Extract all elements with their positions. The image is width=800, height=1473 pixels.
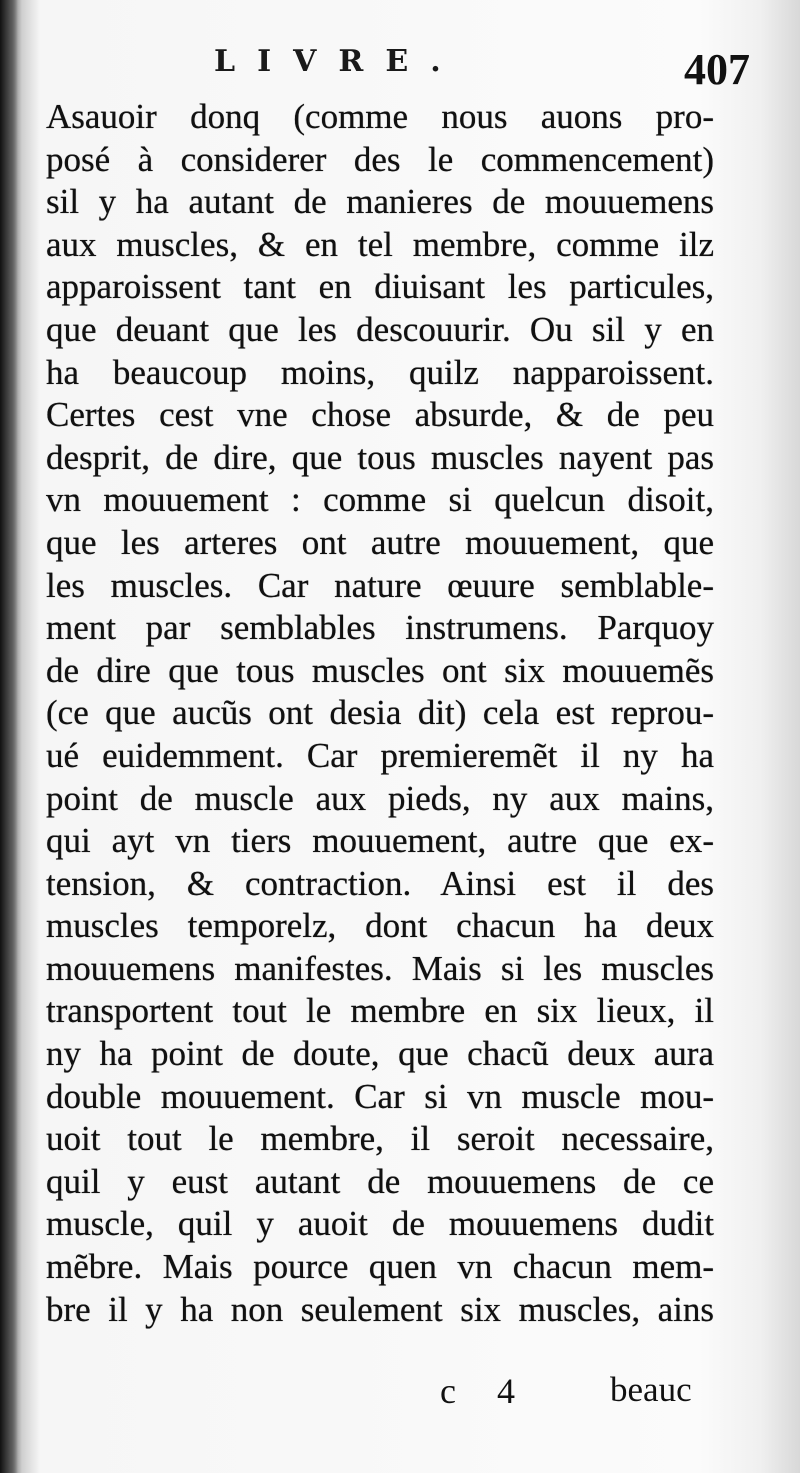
page-number: 407 (684, 45, 750, 94)
text-line: aux muscles, & en tel membre, comme ilz (46, 224, 714, 264)
text-line: bre il y ha non seulement six muscles, ains (46, 1289, 714, 1329)
text-line: double mouuement. Car si vn muscle mou- (46, 1076, 714, 1116)
text-line: mẽbre. Mais pource quen vn chacun mem- (46, 1247, 714, 1287)
page-footer (0, 1370, 800, 1420)
text-line: ment par semblables instrumens. Parquoy (46, 608, 714, 648)
text-line: ué euidemment. Car premieremẽt il ny ha (46, 735, 714, 775)
text-line: ha beaucoup moins, quilz napparoissent. (46, 352, 714, 392)
signature-mark: c 4 (440, 1371, 531, 1411)
text-line: uoit tout le membre, il seroit necessaire, (46, 1119, 714, 1159)
text-line: point de muscle aux pieds, ny aux mains, (46, 778, 714, 818)
text-line: apparoissent tant en diuisant les particules, (46, 267, 714, 307)
text-line: muscle, quil y auoit de mouuemens dudit (46, 1204, 714, 1244)
body-text (46, 96, 714, 1331)
text-line: ny ha point de doute, que chacũ deux aura (46, 1034, 714, 1074)
text-line: mouuemens manifestes. Mais si les muscles (46, 948, 714, 988)
text-line: Asauoir donq (comme nous auons pro- (46, 97, 714, 136)
text-line: posé à considerer des le commencement) (46, 139, 714, 179)
text-line: transportent tout le membre en six lieux, il (46, 991, 714, 1031)
text-line: (ce que aucũs ont desia dit) cela est reprou- (46, 693, 714, 733)
text-line: de dire que tous muscles ont six mouuemẽs (46, 650, 714, 690)
text-line: que deuant que les descouurir. Ou sil y en (46, 309, 714, 349)
catchword: beauc (610, 1370, 692, 1409)
gutter-shadow (0, 0, 18, 1473)
text-line: quil y eust autant de mouuemens de ce (46, 1161, 714, 1201)
text-line: muscles temporelz, dont chacun ha deux (46, 906, 714, 946)
text-line: sil y ha autant de manieres de mouuemens (46, 182, 714, 222)
text-line: desprit, de dire, que tous muscles nayent pas (46, 437, 714, 477)
text-line: vn mouuement : comme si quelcun disoit, (46, 480, 714, 520)
text-line: Certes cest vne chose absurde, & de peu (46, 395, 714, 435)
text-line: que les arteres ont autre mouuement, que (46, 522, 714, 562)
running-head: LIVRE. (214, 44, 463, 79)
text-line: tension, & contraction. Ainsi est il des (46, 863, 714, 903)
page-header (0, 44, 800, 104)
text-line: qui ayt vn tiers mouuement, autre que ex- (46, 821, 714, 861)
text-line: les muscles. Car nature œuure semblable- (46, 565, 714, 605)
